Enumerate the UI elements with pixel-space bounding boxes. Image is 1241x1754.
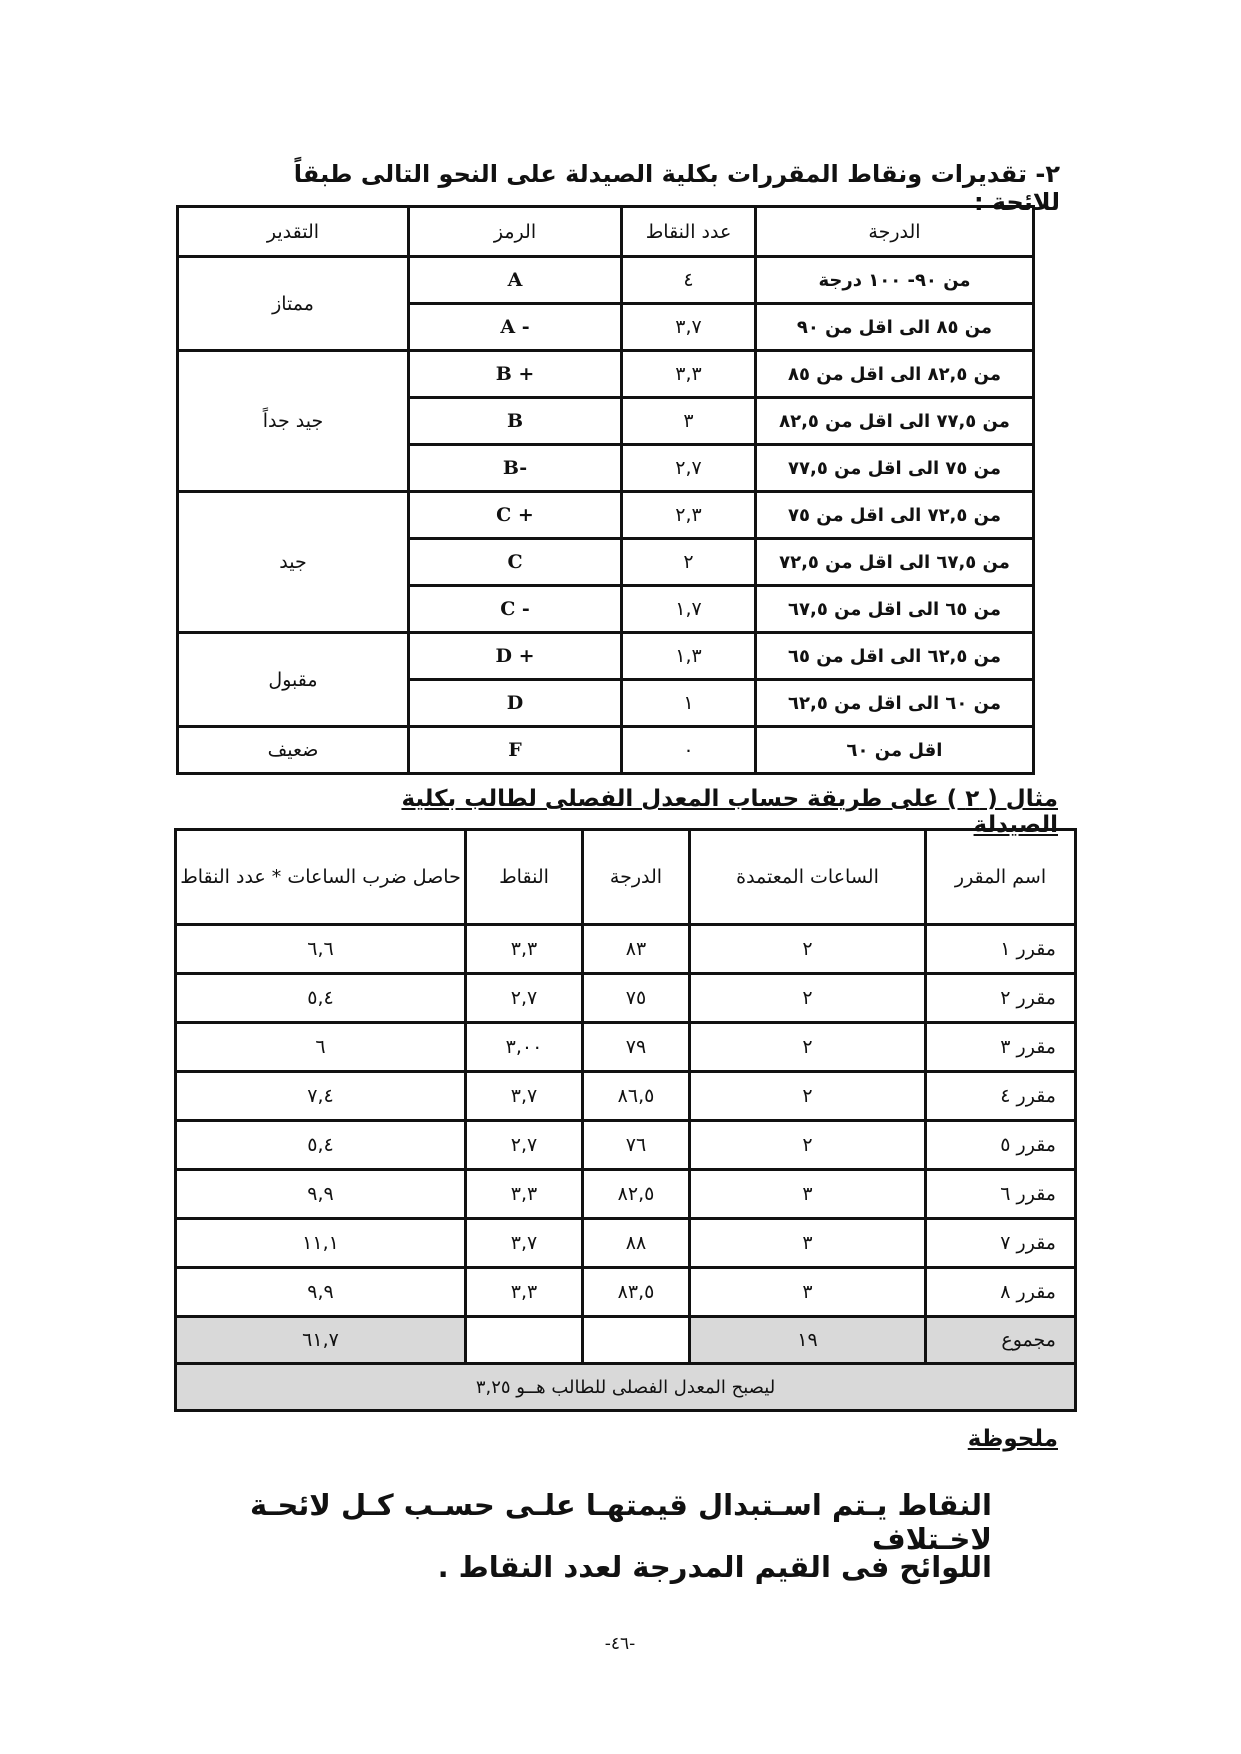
range-cell: من ٧٥ الى اقل من ٧٧,٥ [756, 445, 1034, 492]
points-cell: ٠ [622, 727, 756, 774]
range-cell: اقل من ٦٠ [756, 727, 1034, 774]
degree-cell: ٧٩ [583, 1023, 690, 1072]
grade-cell: جيد [178, 492, 409, 633]
hours-cell: ٢ [690, 925, 926, 974]
table-row [176, 974, 1076, 1023]
grade-cell: مقبول [178, 633, 409, 727]
product-cell: ٦,٦ [176, 925, 466, 974]
symbol-cell: B [409, 398, 622, 445]
grades-header-row [178, 207, 1034, 257]
total-label: مجموع [926, 1317, 1076, 1364]
points-cell: ١,٧ [622, 586, 756, 633]
points-cell: ٢,٣ [622, 492, 756, 539]
course-cell: مقرر ٣ [926, 1023, 1076, 1072]
range-cell: من ٦٥ الى اقل من ٦٧,٥ [756, 586, 1034, 633]
symbol-cell: C [409, 539, 622, 586]
range-cell: من ٧٢,٥ الى اقل من ٧٥ [756, 492, 1034, 539]
symbol-cell: C + [409, 492, 622, 539]
hours-cell: ٢ [690, 1023, 926, 1072]
hours-cell: ٣ [690, 1268, 926, 1317]
points-cell: ١ [622, 680, 756, 727]
total-row [176, 1317, 1076, 1364]
range-cell: من ٩٠- ١٠٠ درجة [756, 257, 1034, 304]
table-row [176, 1072, 1076, 1121]
points-cell: ٣,٧ [622, 304, 756, 351]
hours-cell: ٣ [690, 1170, 926, 1219]
points-cell: ١,٣ [622, 633, 756, 680]
table-row [178, 351, 1034, 398]
degree-cell: ٨٨ [583, 1219, 690, 1268]
points-cell: ٣ [622, 398, 756, 445]
points-cell: ٢,٧ [466, 1121, 583, 1170]
symbol-cell: B- [409, 445, 622, 492]
header-symbol: الرمز [409, 207, 622, 257]
product-cell: ٥,٤ [176, 1121, 466, 1170]
range-cell: من ٦٠ الى اقل من ٦٢,٥ [756, 680, 1034, 727]
header-course: اسم المقرر [926, 830, 1076, 925]
table-row [178, 492, 1034, 539]
header-product: حاصل ضرب الساعات * عدد النقاط [176, 830, 466, 925]
grade-cell: ممتاز [178, 257, 409, 351]
product-cell: ٩,٩ [176, 1268, 466, 1317]
symbol-cell: D + [409, 633, 622, 680]
table-row [176, 1268, 1076, 1317]
note-line-1: النقاط يـتم اسـتبدال قيمتهـا علـى حسـب كـل لائحـة لاخـتلاف [249, 1488, 992, 1556]
gpa-table [174, 828, 1077, 1412]
table-row [176, 925, 1076, 974]
degree-cell: ٨٣ [583, 925, 690, 974]
range-cell: من ٦٧,٥ الى اقل من ٧٢,٥ [756, 539, 1034, 586]
degree-cell: ٨٢,٥ [583, 1170, 690, 1219]
table-row [178, 257, 1034, 304]
symbol-cell: C - [409, 586, 622, 633]
header-points: عدد النقاط [622, 207, 756, 257]
symbol-cell: B + [409, 351, 622, 398]
degree-cell: ٨٦,٥ [583, 1072, 690, 1121]
hours-cell: ٢ [690, 1072, 926, 1121]
grade-cell: ضعيف [178, 727, 409, 774]
points-cell: ٣,٣ [622, 351, 756, 398]
symbol-cell: F [409, 727, 622, 774]
symbol-cell: A - [409, 304, 622, 351]
product-cell: ٧,٤ [176, 1072, 466, 1121]
total-product: ٦١,٧ [176, 1317, 466, 1364]
points-cell: ٢ [622, 539, 756, 586]
table-row [176, 1023, 1076, 1072]
course-cell: مقرر ٧ [926, 1219, 1076, 1268]
range-cell: من ٨٥ الى اقل من ٩٠ [756, 304, 1034, 351]
points-cell: ٢,٧ [622, 445, 756, 492]
course-cell: مقرر ٥ [926, 1121, 1076, 1170]
table-row [176, 1219, 1076, 1268]
note-line-2: اللوائح فى القيم المدرجة لعدد النقاط . [437, 1550, 992, 1584]
grades-table [176, 205, 1035, 775]
section-title: ٢- تقديرات ونقاط المقررات بكلية الصيدلة على النحو التالى طبقاً للائحة : [293, 160, 1060, 216]
points-cell: ٤ [622, 257, 756, 304]
grade-cell: جيد جداً [178, 351, 409, 492]
hours-cell: ٢ [690, 974, 926, 1023]
points-cell: ٣,٣ [466, 1170, 583, 1219]
course-cell: مقرر ٦ [926, 1170, 1076, 1219]
note-label: ملحوظة [967, 1426, 1058, 1452]
points-cell: ٣,٣ [466, 925, 583, 974]
table-row [178, 727, 1034, 774]
symbol-cell: D [409, 680, 622, 727]
course-cell: مقرر ٤ [926, 1072, 1076, 1121]
points-cell: ٣,٧ [466, 1219, 583, 1268]
points-cell: ٣,٧ [466, 1072, 583, 1121]
product-cell: ١١,١ [176, 1219, 466, 1268]
empty-cell [583, 1317, 690, 1364]
header-range: الدرجة [756, 207, 1034, 257]
symbol-cell: A [409, 257, 622, 304]
product-cell: ٦ [176, 1023, 466, 1072]
header-points: النقاط [466, 830, 583, 925]
hours-cell: ٢ [690, 1121, 926, 1170]
course-cell: مقرر ٢ [926, 974, 1076, 1023]
range-cell: من ٦٢,٥ الى اقل من ٦٥ [756, 633, 1034, 680]
total-hours: ١٩ [690, 1317, 926, 1364]
product-cell: ٥,٤ [176, 974, 466, 1023]
degree-cell: ٨٣,٥ [583, 1268, 690, 1317]
result-row [176, 1364, 1076, 1411]
header-grade: التقدير [178, 207, 409, 257]
range-cell: من ٨٢,٥ الى اقل من ٨٥ [756, 351, 1034, 398]
empty-cell [466, 1317, 583, 1364]
course-cell: مقرر ١ [926, 925, 1076, 974]
hours-cell: ٣ [690, 1219, 926, 1268]
degree-cell: ٧٥ [583, 974, 690, 1023]
points-cell: ٢,٧ [466, 974, 583, 1023]
page-number: -٤٦- [604, 1634, 636, 1654]
gpa-result: ليصبح المعدل الفصلى للطالب هــو ٣,٢٥ [176, 1364, 1076, 1411]
table-row [176, 1121, 1076, 1170]
gpa-header-row [176, 830, 1076, 925]
points-cell: ٣,٣ [466, 1268, 583, 1317]
table-row [176, 1170, 1076, 1219]
course-cell: مقرر ٨ [926, 1268, 1076, 1317]
points-cell: ٣,٠٠ [466, 1023, 583, 1072]
product-cell: ٩,٩ [176, 1170, 466, 1219]
header-degree: الدرجة [583, 830, 690, 925]
header-hours: الساعات المعتمدة [690, 830, 926, 925]
example-title: مثال ( ٢ ) على طريقة حساب المعدل الفصلى لطالب بكلية الصيدلة [401, 786, 1058, 838]
range-cell: من ٧٧,٥ الى اقل من ٨٢,٥ [756, 398, 1034, 445]
degree-cell: ٧٦ [583, 1121, 690, 1170]
table-row [178, 633, 1034, 680]
